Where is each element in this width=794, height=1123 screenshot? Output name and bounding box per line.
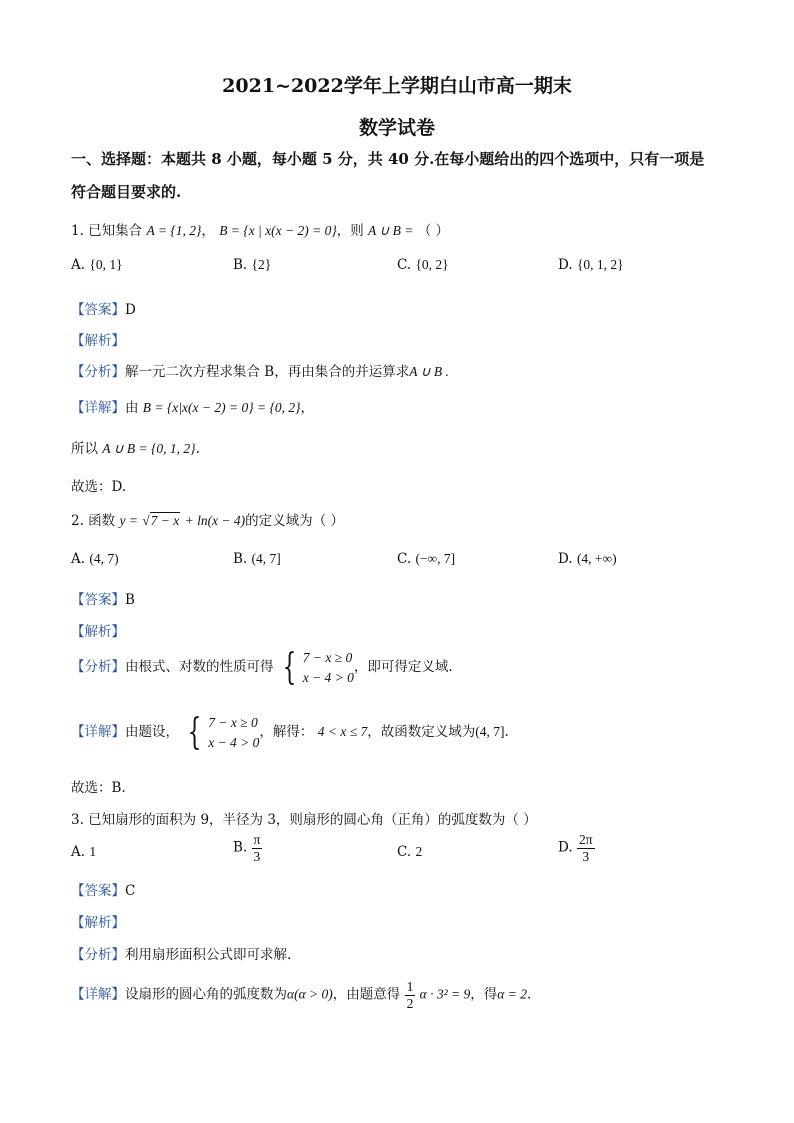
q1-choose: 故选：D. — [71, 479, 127, 495]
q1-conclusion-prefix: 所以 — [71, 441, 98, 457]
q2-fenxi-system: { 7 − x ≥ 0 x − 4 > 0 — [282, 646, 354, 688]
q1-conclusion-math: A ∪ B = {0, 1, 2} — [102, 441, 196, 456]
q3-option-b-den: 3 — [253, 848, 261, 864]
q1-option-d-label: D. — [558, 257, 573, 273]
q1-paren: （ ） — [417, 223, 450, 239]
q1-option-a-label: A. — [71, 257, 86, 273]
q3-half-num: 1 — [406, 979, 414, 994]
q2-option-a-value: (4, 7) — [89, 551, 119, 566]
q3-fenxi — [71, 943, 291, 963]
q2-answer — [71, 588, 135, 608]
q1-detail-sep: ， — [300, 400, 315, 416]
section-heading-line1: 一、选择题：本题共 8 小题，每小题 5 分，共 40 分.在每小题给出的四个选项中，只有一项是 — [71, 150, 705, 168]
q2-detail-dot: . — [504, 724, 509, 741]
q1-option-a — [71, 257, 123, 273]
q2-option-c — [397, 551, 455, 567]
q2-analysis — [71, 620, 125, 640]
q2-option-d — [558, 551, 617, 567]
q3-option-b-num: π — [253, 832, 261, 847]
q1-option-c-value: {0, 2} — [415, 257, 449, 272]
q3-detail-half — [405, 980, 416, 1010]
q3-option-d-label: D. — [558, 839, 573, 856]
answer-label: 【答案】 — [71, 302, 125, 318]
q2-system-row1: 7 − x ≥ 0 — [302, 650, 353, 665]
q3-detail-equation: α · 3² = 9 — [419, 986, 471, 1002]
q1-option-d — [558, 257, 624, 273]
q3-detail-prefix: 设扇形的圆心角的弧度数为 — [125, 986, 287, 1003]
q3-detail-get: ，得 — [470, 986, 498, 1003]
q1-union: A ∪ B = — [368, 223, 414, 238]
q1-set-a: A = {1, 2} — [146, 223, 202, 238]
q2-option-a — [71, 551, 119, 567]
detail-label: 【详解】 — [71, 986, 125, 1003]
q3-answer — [71, 879, 135, 899]
q2-detail-interval: (4, 7] — [475, 724, 505, 740]
q1-sep1: ， — [201, 223, 215, 239]
q1-fenxi — [71, 360, 449, 380]
q3-option-a — [71, 844, 96, 860]
q1-option-b-value: {2} — [251, 257, 272, 272]
q3-stem: 3. 已知扇形的面积为 9，半径为 3，则扇形的圆心角（正角）的弧度数为（ ） — [71, 812, 537, 828]
q3-option-c-value: 2 — [415, 844, 423, 859]
q3-option-a-label: A. — [71, 844, 86, 860]
q3-fenxi-text: 利用扇形面积公式即可求解. — [125, 947, 292, 963]
q2-option-b-value: (4, 7] — [251, 551, 281, 566]
q2-option-a-label: A. — [71, 551, 86, 567]
q3-detail-result: α = 2 — [497, 986, 527, 1002]
q1-detail-prefix: 由 — [125, 400, 139, 416]
q3-option-c-label: C. — [397, 844, 412, 860]
q1-option-b-label: B. — [233, 257, 248, 273]
q3-detail — [71, 980, 531, 1010]
q2-detail-row1: 7 − x ≥ 0 — [208, 715, 258, 730]
q2-detail-domain-text: ，故函数定义域为 — [367, 724, 476, 741]
answer-label: 【答案】 — [71, 883, 125, 899]
analysis-label: 【解析】 — [71, 333, 125, 349]
q3-option-d-fraction — [577, 833, 595, 863]
q3-option-c — [397, 844, 422, 860]
q2-func-y: y = — [119, 513, 138, 528]
analysis-label: 【解析】 — [71, 624, 125, 640]
q3-detail-middle: ，由题意得 — [332, 986, 401, 1003]
q1-conclusion-dot: . — [195, 441, 200, 457]
fenxi-label: 【分析】 — [71, 947, 125, 963]
q1-option-a-value: {0, 1} — [89, 257, 123, 272]
q2-detail-prefix: 由题设， — [125, 724, 179, 741]
q2-option-c-label: C. — [397, 551, 412, 567]
q2-detail-inequality: 4 < x ≤ 7 — [317, 724, 368, 740]
q3-option-d — [558, 833, 595, 863]
q2-fenxi-text: 由根式、对数的性质可得 — [125, 659, 274, 676]
q2-fenxi-suffix: ，即可得定义域. — [353, 659, 453, 676]
q2-answer-value: B — [125, 592, 135, 608]
q1-option-d-value: {0, 1, 2} — [576, 257, 624, 272]
q1-stem — [71, 219, 449, 239]
answer-label: 【答案】 — [71, 592, 125, 608]
q1-fenxi-union: A ∪ B . — [409, 364, 449, 379]
q3-option-d-num: 2π — [578, 832, 593, 847]
q3-option-b — [233, 833, 262, 863]
q2-func-sqrt: 7 − x — [150, 513, 180, 528]
q2-stem: 2. 函数 y = √7 − x + ln(x − 4)的定义域为（ ） — [71, 513, 344, 529]
q1-stem-prefix: 1. 已知集合 — [71, 223, 143, 239]
q2-option-c-value: (−∞, 7] — [415, 551, 456, 566]
q2-option-d-label: D. — [558, 551, 573, 567]
q1-set-b: B = {x | x(x − 2) = 0} — [219, 223, 337, 238]
detail-label: 【详解】 — [71, 724, 125, 741]
q2-option-d-value: (4, +∞) — [576, 551, 617, 566]
q2-stem-prefix: 2. 函数 — [71, 513, 116, 529]
q1-analysis — [71, 329, 125, 349]
page-title: 2021~2022学年上学期白山市高一期末 — [222, 75, 572, 97]
page-subtitle: 数学试卷 — [358, 117, 435, 139]
q2-func-rest: + ln(x − 4) — [184, 513, 246, 528]
q2-option-b-label: B. — [233, 551, 248, 567]
detail-label: 【详解】 — [71, 400, 125, 416]
q2-stem-suffix: 的定义域为（ ） — [245, 513, 344, 529]
q1-conclusion — [71, 437, 200, 457]
q1-option-c — [397, 257, 449, 273]
q1-sep2: ，则 — [336, 223, 364, 239]
q2-detail — [71, 713, 509, 752]
q1-answer-value: D — [125, 302, 136, 318]
q3-detail-dot: . — [526, 986, 532, 1003]
q2-detail-row2: x − 4 > 0 — [208, 734, 260, 750]
q2-fenxi — [71, 648, 453, 687]
q3-answer-value: C — [125, 883, 136, 899]
q3-analysis — [71, 911, 125, 931]
fenxi-label: 【分析】 — [71, 659, 125, 676]
q3-detail-alpha: α(α > 0) — [287, 986, 333, 1002]
q1-detail-math: B = {x|x(x − 2) = 0} = {0, 2} — [142, 400, 301, 415]
q2-choose: 故选：B. — [71, 780, 126, 796]
q2-detail-solve: ，解得： — [259, 724, 314, 741]
q3-option-b-label: B. — [233, 839, 248, 856]
q1-answer — [71, 298, 136, 318]
q3-option-b-fraction — [252, 833, 263, 863]
q2-detail-system: { 7 − x ≥ 0 x − 4 > 0 — [187, 711, 260, 753]
fenxi-label: 【分析】 — [71, 364, 125, 380]
q3-half-den: 2 — [406, 995, 414, 1011]
q1-option-c-label: C. — [397, 257, 412, 273]
q1-fenxi-text: 解一元二次方程求集合 B，再由集合的并运算求 — [125, 364, 410, 380]
analysis-label: 【解析】 — [71, 915, 125, 931]
q3-option-d-den: 3 — [582, 848, 590, 864]
section-heading-line2: 符合题目要求的. — [71, 183, 182, 201]
q3-option-a-value: 1 — [89, 844, 97, 859]
q2-option-b — [233, 551, 281, 567]
q2-system-row2: x − 4 > 0 — [302, 669, 354, 685]
q1-detail — [71, 396, 314, 416]
q1-option-b — [233, 257, 271, 273]
